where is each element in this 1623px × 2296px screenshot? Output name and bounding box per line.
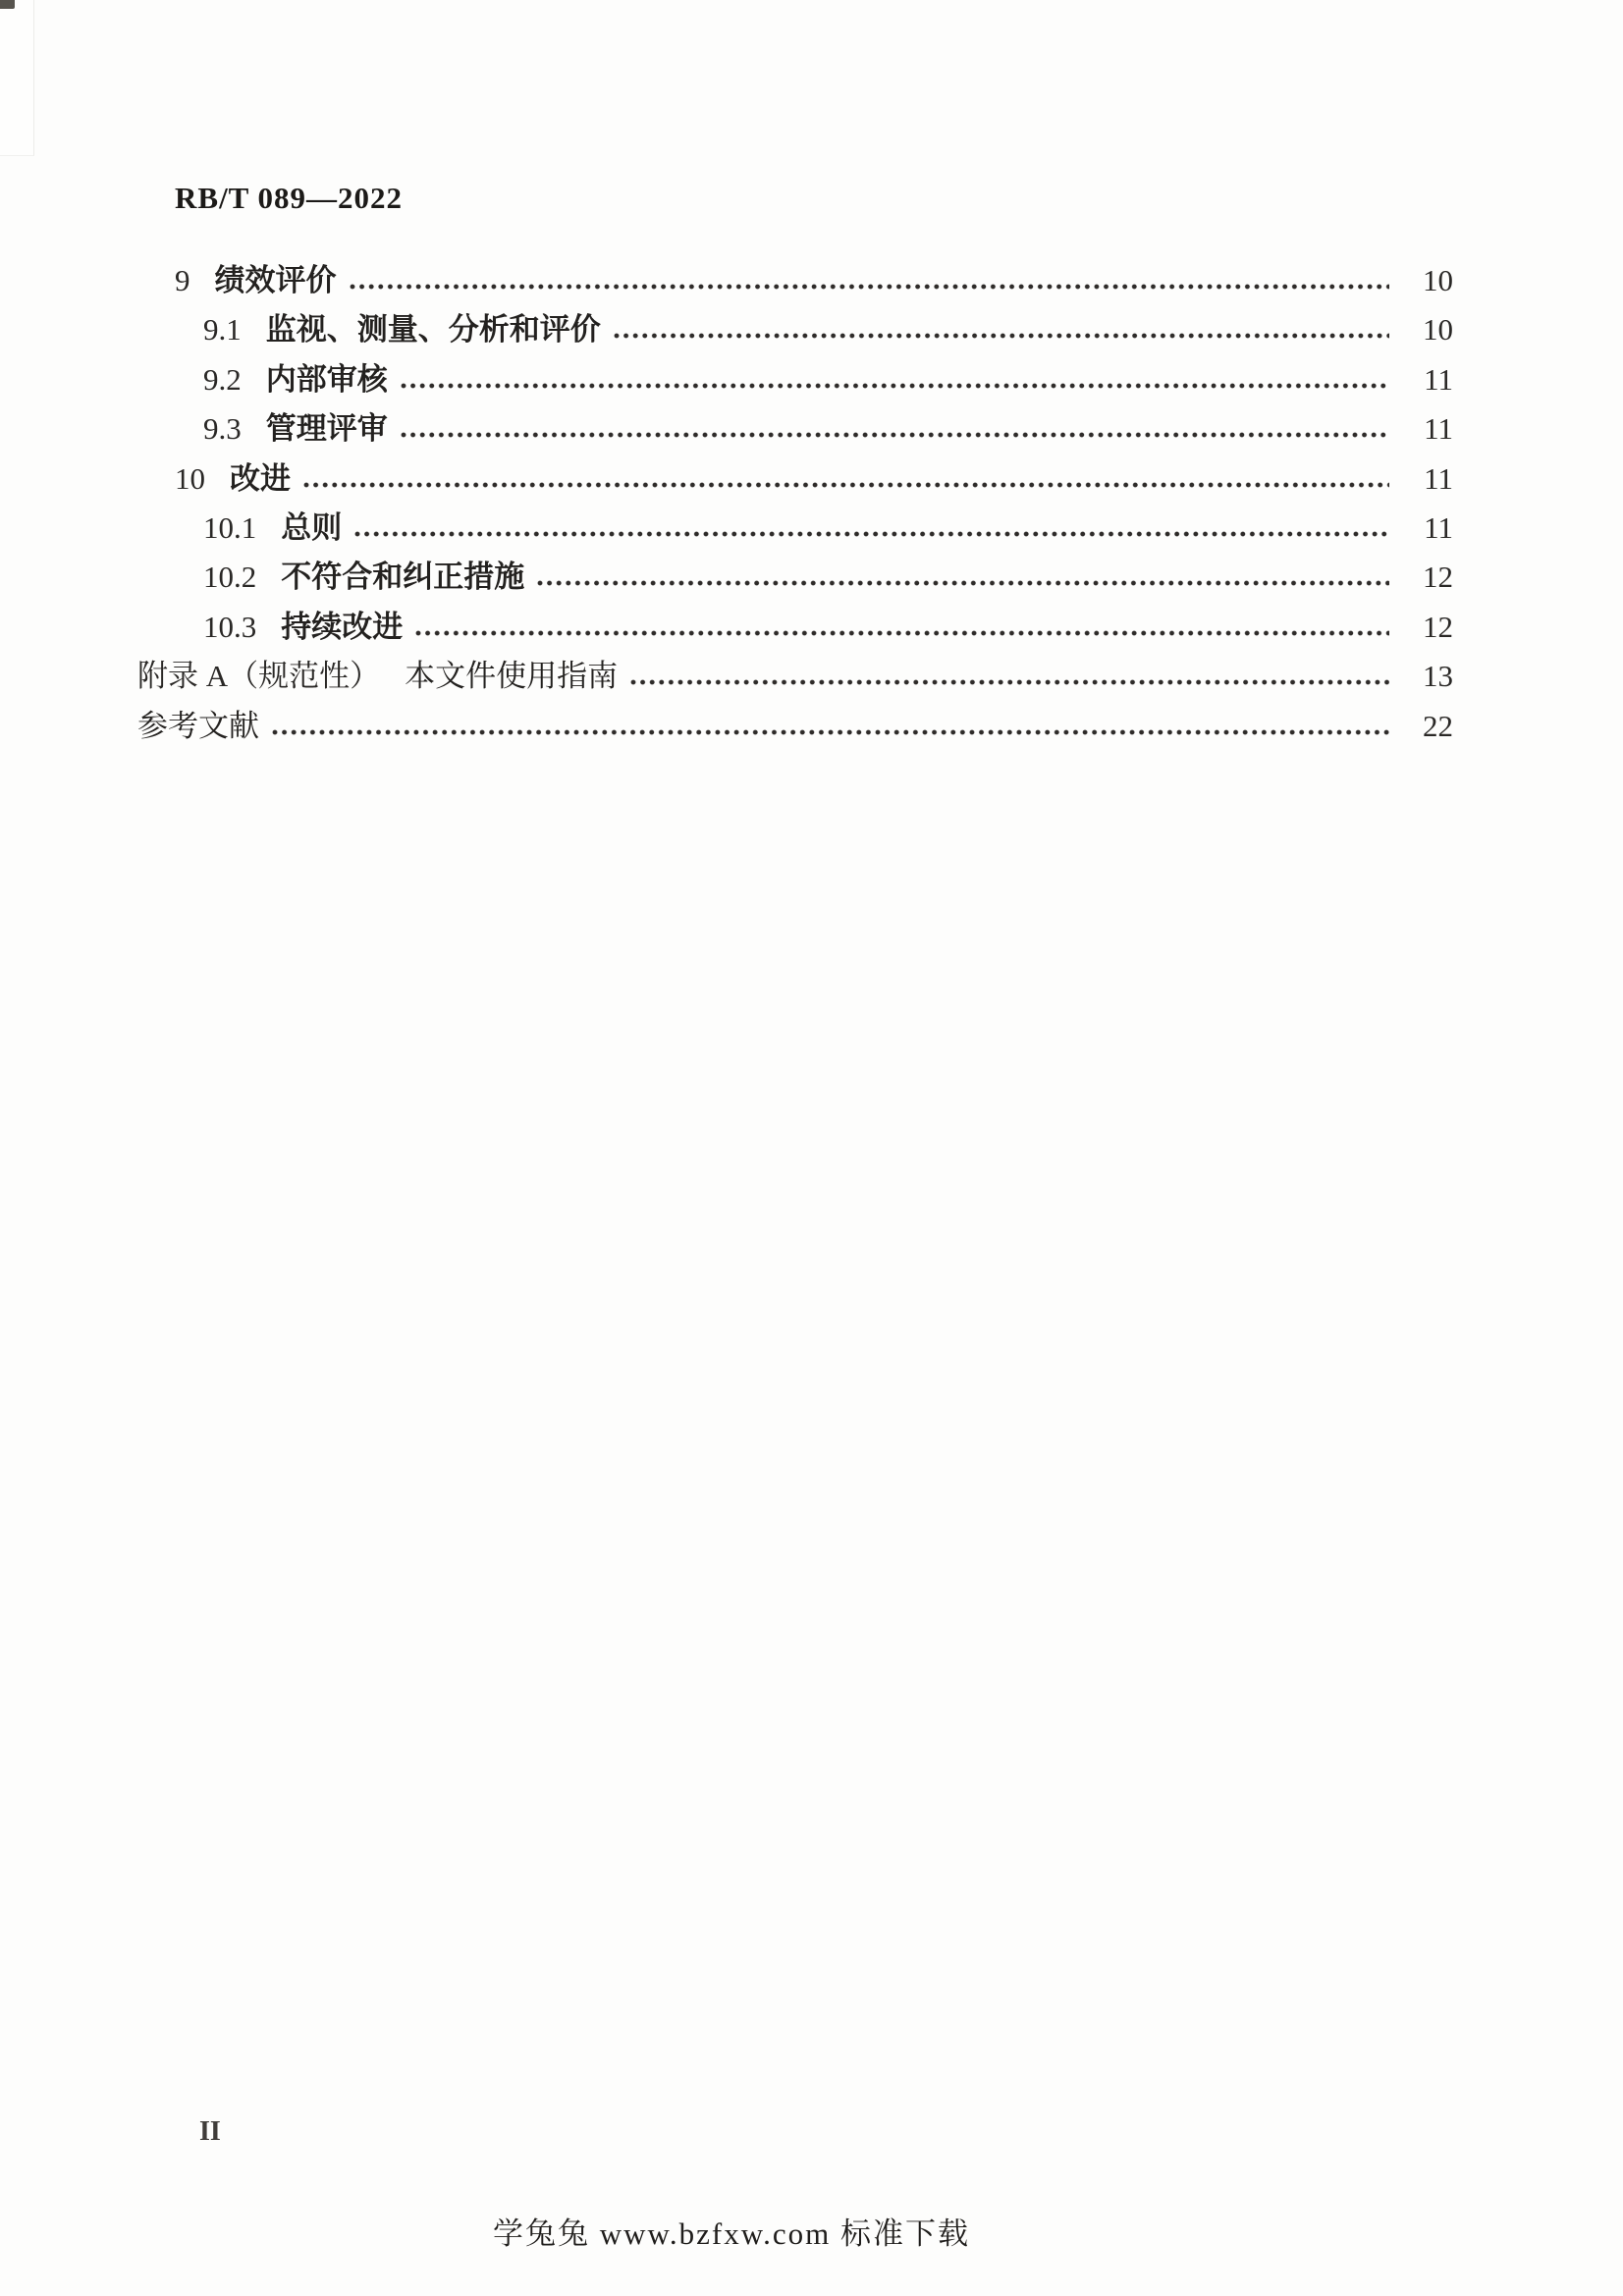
toc-entry: [137, 702, 1453, 751]
dot-leader-icon: [302, 481, 1389, 489]
toc-entry-number: 10: [175, 460, 205, 496]
toc-entry-title: 不符合和纠正措施: [281, 560, 525, 595]
toc-entry: [137, 454, 1453, 504]
toc-entry-title: 管理评审: [265, 411, 388, 447]
dot-leader-icon: [349, 283, 1390, 291]
toc-entry-title: 本文件使用指南: [405, 659, 619, 694]
toc-entry-title: 监视、测量、分析和评价: [265, 312, 601, 347]
toc-entry-number: 10.1: [203, 509, 257, 545]
toc-entry-number: 9.3: [203, 411, 242, 447]
toc-entry-number: 10.3: [203, 609, 257, 644]
toc-entry: [137, 504, 1453, 553]
toc-entry-page: 10: [1423, 263, 1453, 297]
toc-list: [137, 256, 1453, 751]
dot-leader-icon: [536, 579, 1389, 587]
toc-entry-number: 9.2: [203, 361, 242, 397]
toc-entry: [137, 256, 1453, 305]
toc-entry-number: 9: [175, 263, 190, 297]
toc-entry-number: 9.1: [203, 312, 242, 347]
toc-entry-title: 参考文献: [137, 708, 259, 743]
page-number: II: [199, 2116, 221, 2147]
toc-entry: [137, 305, 1453, 354]
watermark-text: 学兔兔 www.bzfxw.com 标准下载: [493, 2216, 970, 2251]
dot-leader-icon: [613, 332, 1389, 340]
toc-entry-number: 附录 A（规范性）: [137, 659, 381, 694]
toc-entry-page: 11: [1424, 361, 1453, 397]
toc-entry-title: 总则: [281, 509, 343, 545]
scan-artifact-mark: [0, 0, 15, 9]
toc-entry-title: 绩效评价: [214, 263, 337, 297]
dot-leader-icon: [353, 530, 1389, 538]
toc-entry-page: 11: [1424, 460, 1453, 496]
dot-leader-icon: [629, 678, 1389, 686]
scan-artifact-box: [0, 0, 34, 156]
toc-entry-number: 10.2: [203, 560, 257, 595]
toc-entry-title: 持续改进: [281, 609, 404, 644]
toc-entry: [137, 404, 1453, 454]
toc-entry-page: 12: [1423, 560, 1453, 595]
doc-number: RB/T 089—2022: [175, 181, 404, 215]
dot-leader-icon: [271, 728, 1389, 736]
toc-entry: [137, 553, 1453, 602]
toc-entry-page: 13: [1423, 659, 1453, 694]
toc-entry: [137, 355, 1453, 404]
toc-entry-page: 12: [1423, 609, 1453, 644]
toc-entry-page: 11: [1424, 509, 1453, 545]
toc-entry-page: 10: [1423, 312, 1453, 347]
dot-leader-icon: [414, 629, 1389, 637]
toc-entry-title: 改进: [230, 460, 291, 496]
toc-entry-title: 内部审核: [265, 361, 388, 397]
toc-entry-page: 11: [1424, 411, 1453, 447]
toc-entry-page: 22: [1423, 708, 1453, 743]
dot-leader-icon: [400, 382, 1389, 390]
toc-entry: [137, 603, 1453, 652]
dot-leader-icon: [400, 431, 1389, 439]
toc-entry: [137, 652, 1453, 701]
